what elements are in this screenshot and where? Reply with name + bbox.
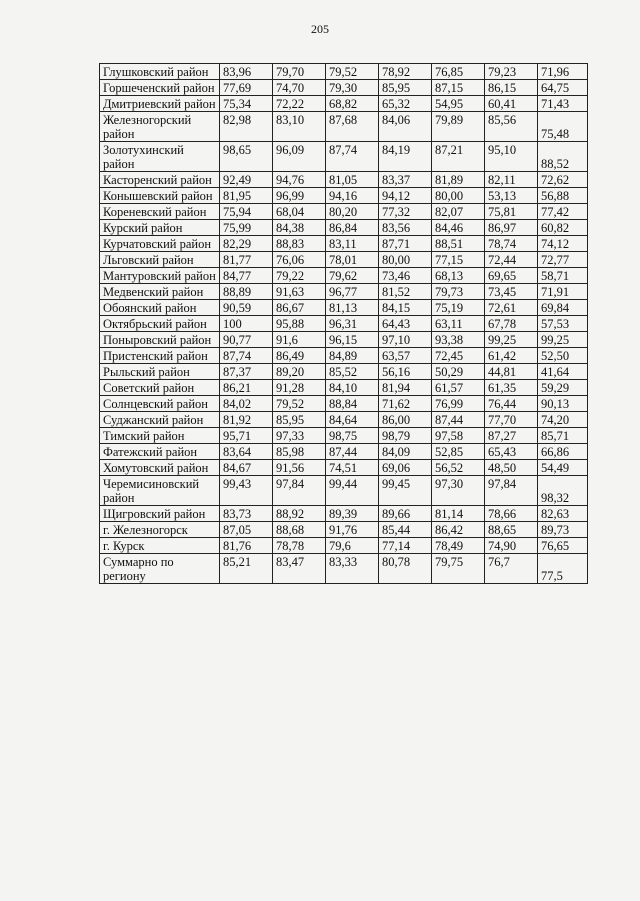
value-cell: 79,73 — [432, 284, 485, 300]
value-cell: 95,71 — [220, 428, 273, 444]
table-row — [100, 332, 588, 348]
value-cell: 97,58 — [432, 428, 485, 444]
total-value-cell: 64,75 — [538, 80, 588, 96]
total-value-cell: 98,32 — [538, 476, 588, 506]
value-cell: 97,84 — [273, 476, 326, 506]
value-cell: 89,66 — [379, 506, 432, 522]
value-cell: 86,42 — [432, 522, 485, 538]
value-cell: 77,32 — [379, 204, 432, 220]
total-value-cell: 71,96 — [538, 64, 588, 80]
value-cell: 68,04 — [273, 204, 326, 220]
total-value-cell: 99,25 — [538, 332, 588, 348]
table-row — [100, 554, 588, 584]
table-row — [100, 538, 588, 554]
total-value-cell: 54,49 — [538, 460, 588, 476]
value-cell: 69,65 — [485, 268, 538, 284]
value-cell: 80,20 — [326, 204, 379, 220]
value-cell: 56,16 — [379, 364, 432, 380]
value-cell: 87,44 — [326, 444, 379, 460]
value-cell: 81,92 — [220, 412, 273, 428]
region-name-cell: Поныровский район — [100, 332, 220, 348]
value-cell: 87,71 — [379, 236, 432, 252]
value-cell: 88,68 — [273, 522, 326, 538]
value-cell: 84,64 — [326, 412, 379, 428]
value-cell: 87,74 — [326, 142, 379, 172]
value-cell: 99,25 — [485, 332, 538, 348]
value-cell: 79,52 — [326, 64, 379, 80]
value-cell: 90,77 — [220, 332, 273, 348]
value-cell: 93,38 — [432, 332, 485, 348]
region-name-cell: Хомутовский район — [100, 460, 220, 476]
value-cell: 77,70 — [485, 412, 538, 428]
value-cell: 84,10 — [326, 380, 379, 396]
table-row — [100, 220, 588, 236]
value-cell: 81,52 — [379, 284, 432, 300]
region-name-cell: Золотухинский район — [100, 142, 220, 172]
value-cell: 79,22 — [273, 268, 326, 284]
total-value-cell: 75,48 — [538, 112, 588, 142]
value-cell: 87,15 — [432, 80, 485, 96]
table-row — [100, 460, 588, 476]
table-row — [100, 396, 588, 412]
value-cell: 82,11 — [485, 172, 538, 188]
table-row — [100, 522, 588, 538]
total-value-cell: 52,50 — [538, 348, 588, 364]
value-cell: 81,89 — [432, 172, 485, 188]
value-cell: 71,62 — [379, 396, 432, 412]
value-cell: 87,68 — [326, 112, 379, 142]
region-name-cell: Железногорский район — [100, 112, 220, 142]
value-cell: 44,81 — [485, 364, 538, 380]
value-cell: 72,61 — [485, 300, 538, 316]
table-row — [100, 96, 588, 112]
value-cell: 75,99 — [220, 220, 273, 236]
value-cell: 91,28 — [273, 380, 326, 396]
value-cell: 84,15 — [379, 300, 432, 316]
value-cell: 87,21 — [432, 142, 485, 172]
value-cell: 97,84 — [485, 476, 538, 506]
value-cell: 81,76 — [220, 538, 273, 554]
value-cell: 74,51 — [326, 460, 379, 476]
table-row — [100, 428, 588, 444]
total-value-cell: 90,13 — [538, 396, 588, 412]
table-row — [100, 380, 588, 396]
region-name-cell: Суджанский район — [100, 412, 220, 428]
table-row — [100, 188, 588, 204]
region-name-cell: Медвенский район — [100, 284, 220, 300]
table-row — [100, 252, 588, 268]
value-cell: 85,52 — [326, 364, 379, 380]
value-cell: 78,92 — [379, 64, 432, 80]
table-row — [100, 476, 588, 506]
value-cell: 98,75 — [326, 428, 379, 444]
value-cell: 78,74 — [485, 236, 538, 252]
total-value-cell: 71,43 — [538, 96, 588, 112]
value-cell: 88,92 — [273, 506, 326, 522]
region-name-cell: Касторенский район — [100, 172, 220, 188]
value-cell: 75,81 — [485, 204, 538, 220]
value-cell: 83,56 — [379, 220, 432, 236]
value-cell: 89,39 — [326, 506, 379, 522]
table-row — [100, 348, 588, 364]
value-cell: 61,42 — [485, 348, 538, 364]
total-value-cell: 58,71 — [538, 268, 588, 284]
region-name-cell: Глушковский район — [100, 64, 220, 80]
value-cell: 84,09 — [379, 444, 432, 460]
total-value-cell: 72,77 — [538, 252, 588, 268]
table-row — [100, 300, 588, 316]
value-cell: 87,37 — [220, 364, 273, 380]
value-cell: 83,10 — [273, 112, 326, 142]
table-row — [100, 172, 588, 188]
value-cell: 80,00 — [379, 252, 432, 268]
region-name-cell: г. Курск — [100, 538, 220, 554]
region-name-cell: Курчатовский район — [100, 236, 220, 252]
value-cell: 75,34 — [220, 96, 273, 112]
region-name-cell: Обоянский район — [100, 300, 220, 316]
table-row — [100, 112, 588, 142]
table-row — [100, 142, 588, 172]
value-cell: 79,62 — [326, 268, 379, 284]
value-cell: 84,02 — [220, 396, 273, 412]
region-name-cell: Солнцевский район — [100, 396, 220, 412]
value-cell: 82,29 — [220, 236, 273, 252]
region-name-cell: Тимский район — [100, 428, 220, 444]
total-value-cell: 88,52 — [538, 142, 588, 172]
value-cell: 86,21 — [220, 380, 273, 396]
value-cell: 72,22 — [273, 96, 326, 112]
value-cell: 83,11 — [326, 236, 379, 252]
total-value-cell: 74,20 — [538, 412, 588, 428]
value-cell: 81,14 — [432, 506, 485, 522]
value-cell: 95,88 — [273, 316, 326, 332]
value-cell: 76,85 — [432, 64, 485, 80]
value-cell: 87,44 — [432, 412, 485, 428]
value-cell: 65,43 — [485, 444, 538, 460]
value-cell: 60,41 — [485, 96, 538, 112]
value-cell: 79,6 — [326, 538, 379, 554]
value-cell: 86,00 — [379, 412, 432, 428]
value-cell: 75,19 — [432, 300, 485, 316]
value-cell: 67,78 — [485, 316, 538, 332]
value-cell: 80,00 — [432, 188, 485, 204]
value-cell: 94,12 — [379, 188, 432, 204]
value-cell: 86,84 — [326, 220, 379, 236]
total-value-cell: 69,84 — [538, 300, 588, 316]
value-cell: 64,43 — [379, 316, 432, 332]
value-cell: 79,70 — [273, 64, 326, 80]
value-cell: 72,45 — [432, 348, 485, 364]
value-cell: 87,27 — [485, 428, 538, 444]
value-cell: 78,66 — [485, 506, 538, 522]
value-cell: 63,57 — [379, 348, 432, 364]
value-cell: 79,23 — [485, 64, 538, 80]
total-value-cell: 60,82 — [538, 220, 588, 236]
value-cell: 84,06 — [379, 112, 432, 142]
value-cell: 89,20 — [273, 364, 326, 380]
value-cell: 83,64 — [220, 444, 273, 460]
value-cell: 83,33 — [326, 554, 379, 584]
value-cell: 65,32 — [379, 96, 432, 112]
value-cell: 96,77 — [326, 284, 379, 300]
total-value-cell: 77,42 — [538, 204, 588, 220]
value-cell: 87,74 — [220, 348, 273, 364]
value-cell: 61,35 — [485, 380, 538, 396]
value-cell: 77,14 — [379, 538, 432, 554]
value-cell: 95,10 — [485, 142, 538, 172]
value-cell: 77,69 — [220, 80, 273, 96]
value-cell: 97,30 — [432, 476, 485, 506]
total-value-cell: 82,63 — [538, 506, 588, 522]
value-cell: 91,6 — [273, 332, 326, 348]
value-cell: 68,13 — [432, 268, 485, 284]
table-row — [100, 268, 588, 284]
total-value-cell: 57,53 — [538, 316, 588, 332]
value-cell: 96,31 — [326, 316, 379, 332]
total-value-cell: 74,12 — [538, 236, 588, 252]
value-cell: 91,76 — [326, 522, 379, 538]
table-row — [100, 506, 588, 522]
value-cell: 84,67 — [220, 460, 273, 476]
value-cell: 74,90 — [485, 538, 538, 554]
value-cell: 78,49 — [432, 538, 485, 554]
region-name-cell: Рыльский район — [100, 364, 220, 380]
table-row — [100, 284, 588, 300]
value-cell: 84,19 — [379, 142, 432, 172]
region-name-cell: Октябрьский район — [100, 316, 220, 332]
value-cell: 98,65 — [220, 142, 273, 172]
value-cell: 76,44 — [485, 396, 538, 412]
value-cell: 85,98 — [273, 444, 326, 460]
value-cell: 78,01 — [326, 252, 379, 268]
value-cell: 99,43 — [220, 476, 273, 506]
value-cell: 83,37 — [379, 172, 432, 188]
total-value-cell: 59,29 — [538, 380, 588, 396]
value-cell: 96,09 — [273, 142, 326, 172]
value-cell: 84,38 — [273, 220, 326, 236]
table-row — [100, 412, 588, 428]
value-cell: 85,56 — [485, 112, 538, 142]
value-cell: 88,51 — [432, 236, 485, 252]
region-name-cell: Конышевский район — [100, 188, 220, 204]
value-cell: 79,75 — [432, 554, 485, 584]
region-name-cell: Дмитриевский район — [100, 96, 220, 112]
table-row — [100, 236, 588, 252]
value-cell: 76,99 — [432, 396, 485, 412]
region-name-cell: Советский район — [100, 380, 220, 396]
value-cell: 63,11 — [432, 316, 485, 332]
value-cell: 88,84 — [326, 396, 379, 412]
value-cell: 50,29 — [432, 364, 485, 380]
region-name-cell: Пристенский район — [100, 348, 220, 364]
region-name-cell: Льговский район — [100, 252, 220, 268]
value-cell: 81,94 — [379, 380, 432, 396]
value-cell: 83,47 — [273, 554, 326, 584]
region-name-cell: Фатежский район — [100, 444, 220, 460]
value-cell: 82,07 — [432, 204, 485, 220]
value-cell: 69,06 — [379, 460, 432, 476]
region-name-cell: Черемисиновский район — [100, 476, 220, 506]
value-cell: 86,15 — [485, 80, 538, 96]
value-cell: 94,76 — [273, 172, 326, 188]
table-body — [100, 64, 588, 584]
value-cell: 86,97 — [485, 220, 538, 236]
total-value-cell: 77,5 — [538, 554, 588, 584]
region-name-cell: Мантуровский район — [100, 268, 220, 284]
value-cell: 86,49 — [273, 348, 326, 364]
value-cell: 81,13 — [326, 300, 379, 316]
value-cell: 79,30 — [326, 80, 379, 96]
value-cell: 86,67 — [273, 300, 326, 316]
value-cell: 73,46 — [379, 268, 432, 284]
value-cell: 97,33 — [273, 428, 326, 444]
value-cell: 53,13 — [485, 188, 538, 204]
value-cell: 61,57 — [432, 380, 485, 396]
value-cell: 81,95 — [220, 188, 273, 204]
value-cell: 76,06 — [273, 252, 326, 268]
value-cell: 87,05 — [220, 522, 273, 538]
value-cell: 92,49 — [220, 172, 273, 188]
value-cell: 83,73 — [220, 506, 273, 522]
region-name-cell: Курский район — [100, 220, 220, 236]
value-cell: 79,52 — [273, 396, 326, 412]
value-cell: 52,85 — [432, 444, 485, 460]
value-cell: 88,83 — [273, 236, 326, 252]
table-row — [100, 64, 588, 80]
value-cell: 88,89 — [220, 284, 273, 300]
value-cell: 98,79 — [379, 428, 432, 444]
value-cell: 81,77 — [220, 252, 273, 268]
value-cell: 90,59 — [220, 300, 273, 316]
region-name-cell: г. Железногорск — [100, 522, 220, 538]
region-name-cell: Кореневский район — [100, 204, 220, 220]
value-cell: 91,56 — [273, 460, 326, 476]
value-cell: 78,78 — [273, 538, 326, 554]
value-cell: 76,7 — [485, 554, 538, 584]
value-cell: 91,63 — [273, 284, 326, 300]
table-row — [100, 80, 588, 96]
value-cell: 85,44 — [379, 522, 432, 538]
total-value-cell: 89,73 — [538, 522, 588, 538]
value-cell: 79,89 — [432, 112, 485, 142]
value-cell: 77,15 — [432, 252, 485, 268]
value-cell: 73,45 — [485, 284, 538, 300]
value-cell: 88,65 — [485, 522, 538, 538]
total-value-cell: 71,91 — [538, 284, 588, 300]
value-cell: 82,98 — [220, 112, 273, 142]
table-row — [100, 364, 588, 380]
total-value-cell: 66,86 — [538, 444, 588, 460]
region-name-cell: Щигровский район — [100, 506, 220, 522]
value-cell: 94,16 — [326, 188, 379, 204]
value-cell: 85,95 — [273, 412, 326, 428]
value-cell: 96,99 — [273, 188, 326, 204]
total-value-cell: 72,62 — [538, 172, 588, 188]
value-cell: 84,89 — [326, 348, 379, 364]
page-number: 205 — [311, 22, 329, 36]
value-cell: 97,10 — [379, 332, 432, 348]
value-cell: 100 — [220, 316, 273, 332]
total-value-cell: 41,64 — [538, 364, 588, 380]
value-cell: 85,95 — [379, 80, 432, 96]
total-value-cell: 56,88 — [538, 188, 588, 204]
value-cell: 56,52 — [432, 460, 485, 476]
region-name-cell: Горшеченский район — [100, 80, 220, 96]
value-cell: 80,78 — [379, 554, 432, 584]
table-row — [100, 204, 588, 220]
value-cell: 48,50 — [485, 460, 538, 476]
value-cell: 54,95 — [432, 96, 485, 112]
value-cell: 84,77 — [220, 268, 273, 284]
total-value-cell: 76,65 — [538, 538, 588, 554]
table-row — [100, 444, 588, 460]
value-cell: 83,96 — [220, 64, 273, 80]
value-cell: 72,44 — [485, 252, 538, 268]
value-cell: 84,46 — [432, 220, 485, 236]
value-cell: 81,05 — [326, 172, 379, 188]
table-row — [100, 316, 588, 332]
total-value-cell: 85,71 — [538, 428, 588, 444]
value-cell: 75,94 — [220, 204, 273, 220]
value-cell: 99,44 — [326, 476, 379, 506]
value-cell: 99,45 — [379, 476, 432, 506]
value-cell: 96,15 — [326, 332, 379, 348]
value-cell: 74,70 — [273, 80, 326, 96]
results-table — [99, 63, 588, 584]
value-cell: 68,82 — [326, 96, 379, 112]
value-cell: 85,21 — [220, 554, 273, 584]
region-name-cell: Суммарно по региону — [100, 554, 220, 584]
